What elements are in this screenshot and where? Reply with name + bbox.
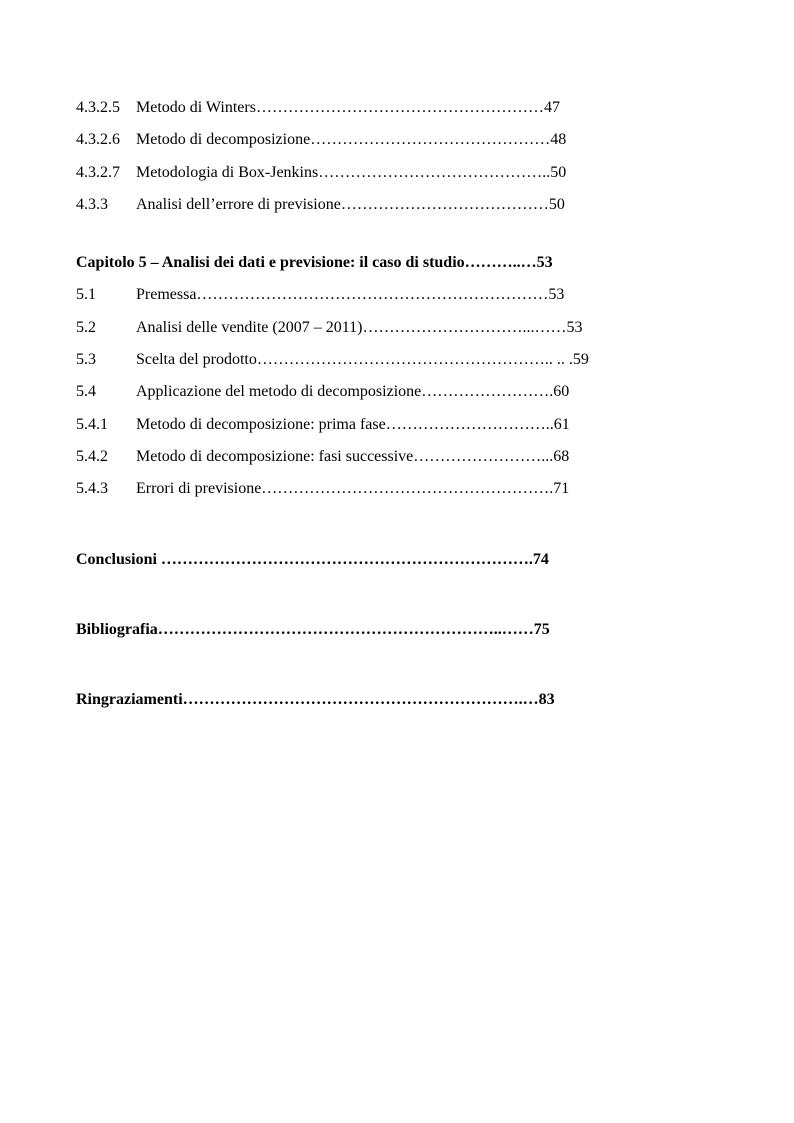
toc-entry-5-3 <box>76 348 646 372</box>
toc-entry-5-4 <box>76 380 646 404</box>
spacer <box>76 510 646 548</box>
toc-entry-5-4-2 <box>76 445 646 469</box>
toc-entry-number: 5.4.1 <box>76 415 108 433</box>
toc-entry-number: 5.4.2 <box>76 447 108 465</box>
toc-entry-text: Analisi delle vendite (2007 – 2011)…………………………...……53 <box>136 318 583 336</box>
toc-entry-text: Analisi dell’errore di previsione…………………………………50 <box>136 195 565 213</box>
toc-entry-number: 5.1 <box>76 286 96 304</box>
toc-entry-5-4-3 <box>76 477 646 501</box>
spacer <box>76 650 646 688</box>
toc-entry-text: Metodo di decomposizione: fasi successive……………………...68 <box>136 447 570 465</box>
table-of-contents <box>76 96 646 720</box>
toc-entry-number: 4.3.2.7 <box>76 163 120 181</box>
toc-entry-text: Metodo di decomposizione………………………………………48 <box>136 131 567 149</box>
toc-entry-5-4-1 <box>76 413 646 437</box>
spacer <box>76 580 646 618</box>
toc-entry-text: Metodo di decomposizione: prima fase…………………………..61 <box>136 415 570 433</box>
toc-entry-number: 5.2 <box>76 318 96 336</box>
toc-entry-5-1 <box>76 283 646 307</box>
toc-entry-number: 5.3 <box>76 351 96 369</box>
toc-bibliografia: Bibliografia………………………………………………………..……75 <box>76 620 550 638</box>
toc-entry-number: 4.3.2.6 <box>76 131 120 149</box>
toc-entry-text: Errori di previsione……………………………………………….71 <box>136 480 570 498</box>
toc-entry-4-3-2-6 <box>76 128 646 152</box>
toc-entry-text: Metodo di Winters………………………………………………47 <box>136 99 560 116</box>
toc-entry-number: 4.3.3 <box>76 195 108 213</box>
toc-entry-4-3-2-5 <box>76 96 646 120</box>
spacer <box>76 225 646 251</box>
toc-ringraziamenti: Ringraziamenti……………………………………………………….…83 <box>76 691 555 709</box>
toc-entry-4-3-2-7 <box>76 161 646 185</box>
toc-entry-4-3-3 <box>76 193 646 217</box>
toc-entry-5-2 <box>76 316 646 340</box>
toc-chapter-5: Capitolo 5 – Analisi dei dati e previsione: il caso di studio………..…53 <box>76 254 553 272</box>
toc-entry-text: Scelta del prodotto……………………………………………….. .. .59 <box>136 351 589 369</box>
toc-entry-text: Premessa…………………………………………………………53 <box>136 286 565 304</box>
toc-conclusioni: Conclusioni …………………………………………………………….74 <box>76 550 549 568</box>
toc-entry-text: Applicazione del metodo di decomposizione…………………….60 <box>136 383 570 401</box>
toc-entry-text: Metodologia di Box-Jenkins……………………………………..50 <box>136 163 567 181</box>
toc-entry-number: 5.4 <box>76 383 96 401</box>
toc-entry-number: 5.4.3 <box>76 480 108 498</box>
toc-entry-number: 4.3.2.5 <box>76 99 120 116</box>
